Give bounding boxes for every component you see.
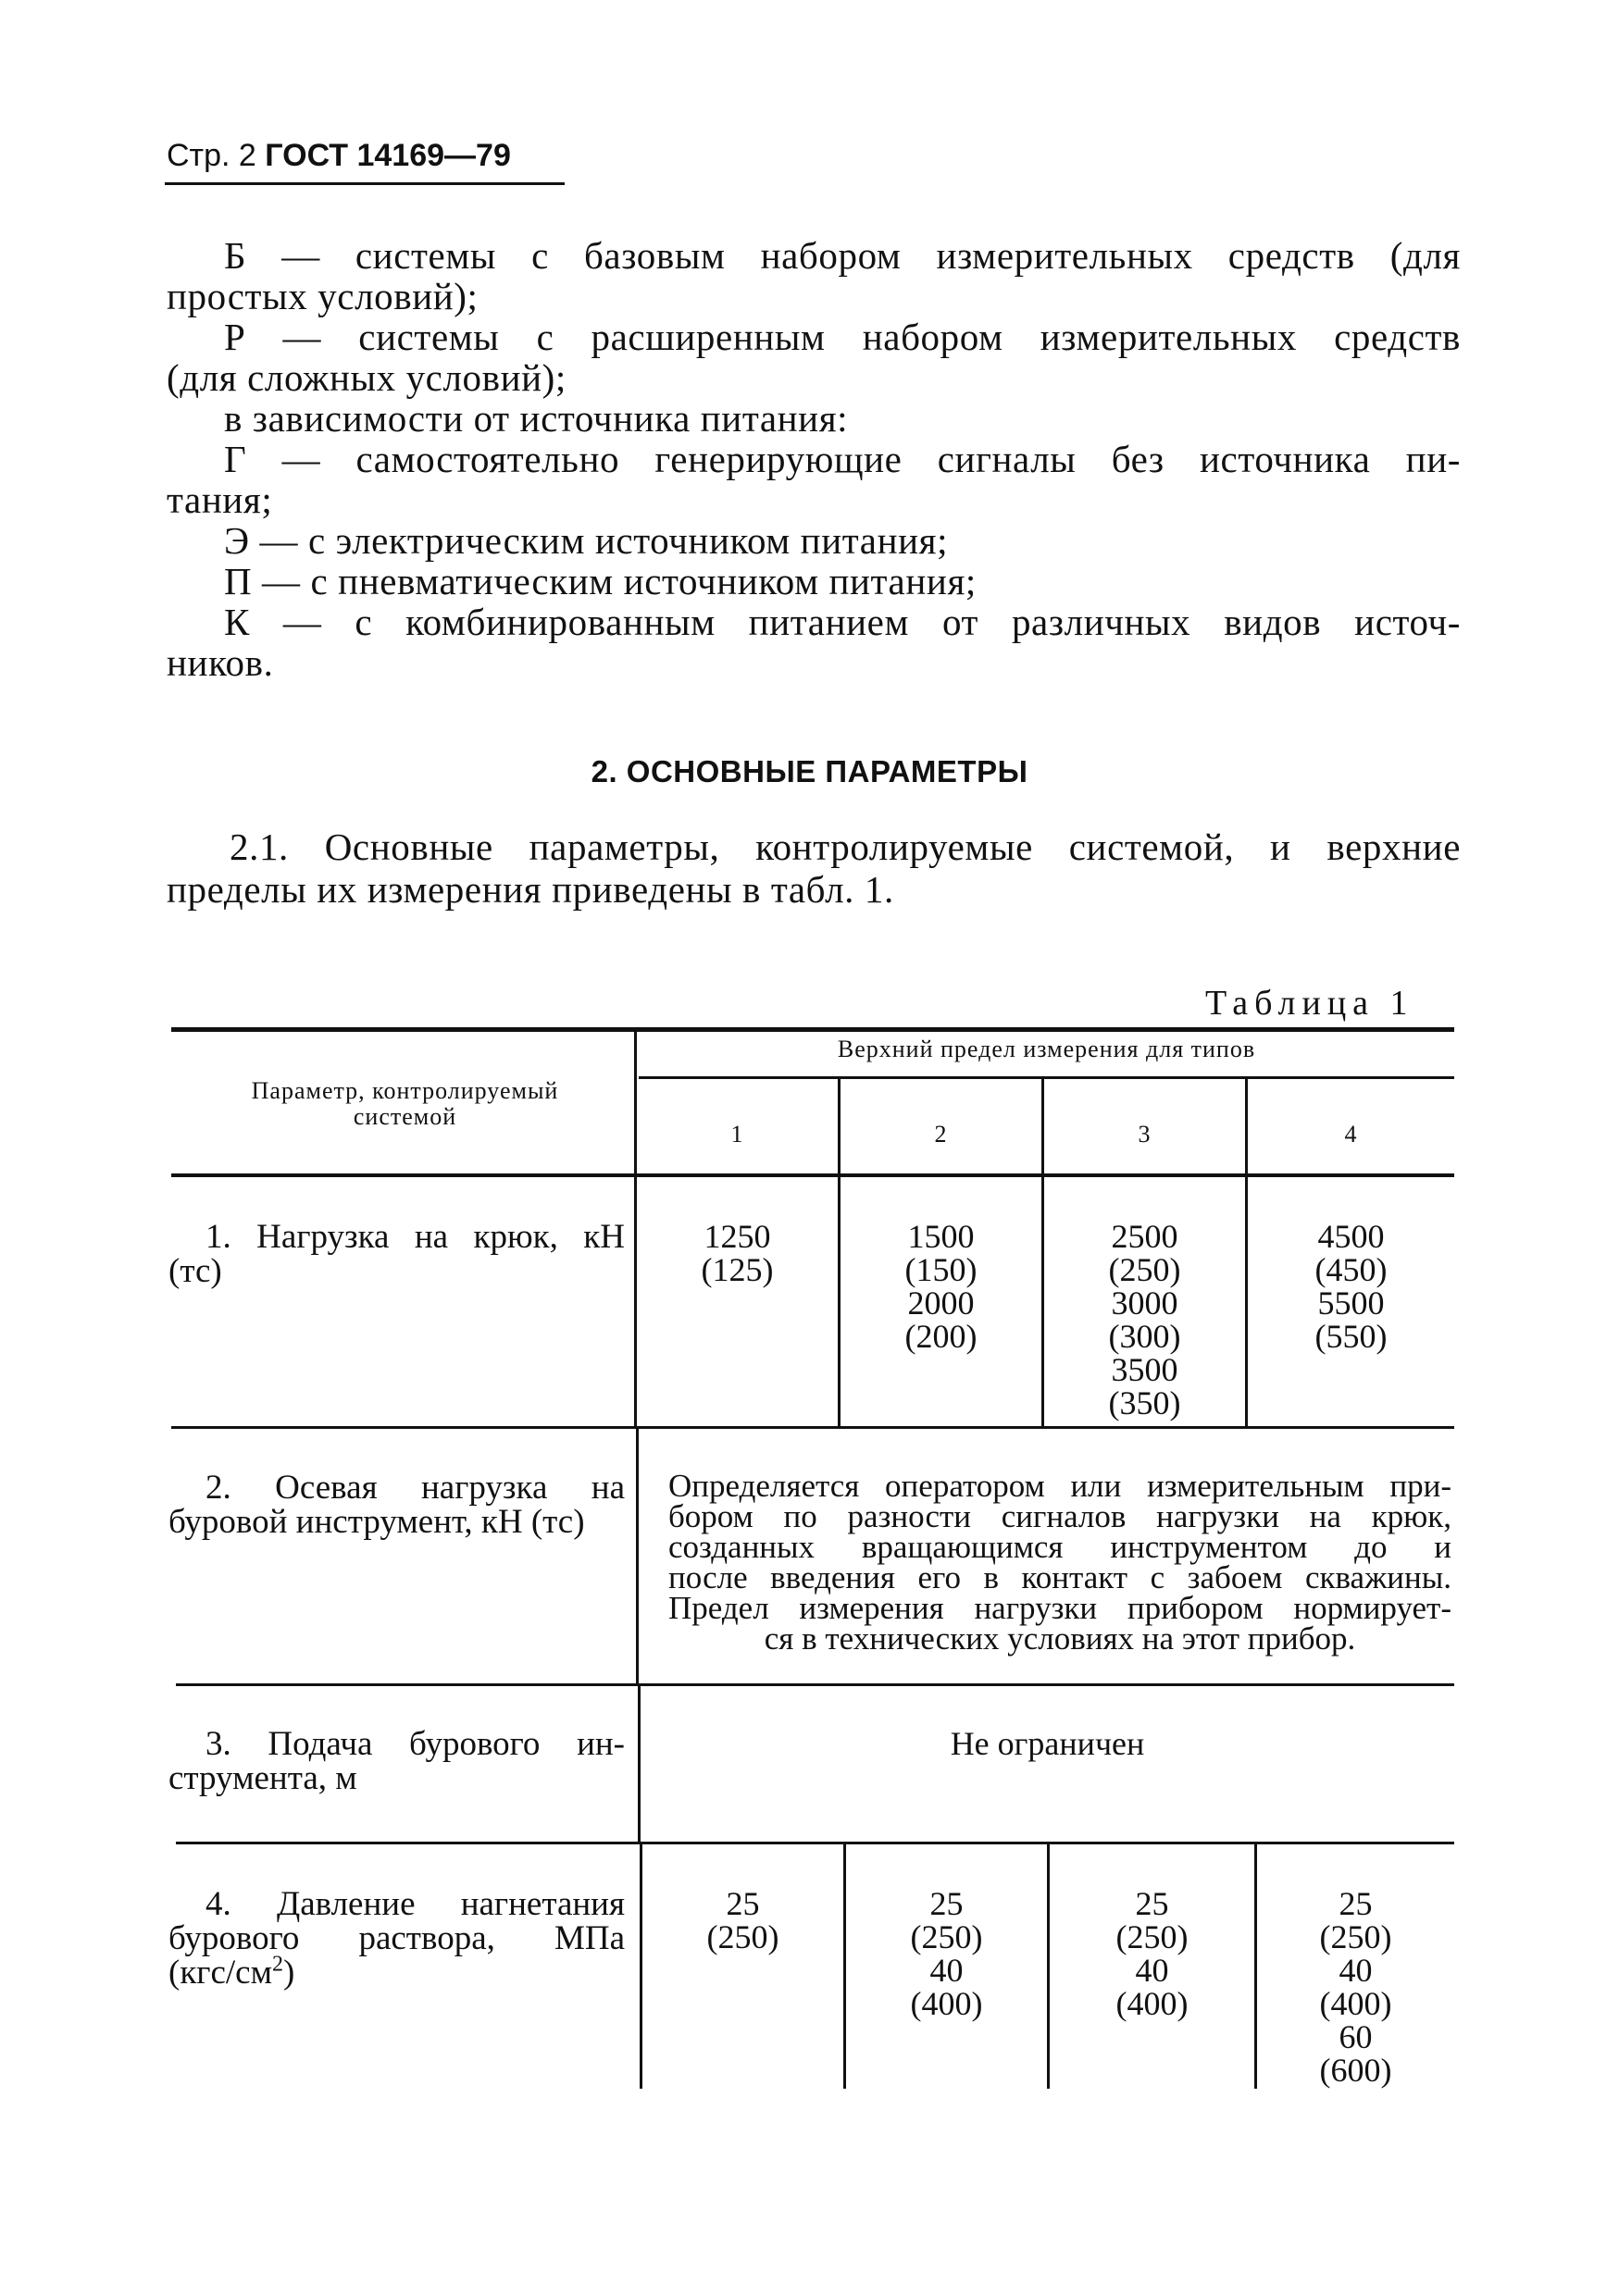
text-line: 2.1. Основные параметры, контролируемые системой, и верхние	[230, 825, 1461, 868]
value: 5500	[1317, 1285, 1385, 1322]
header-rule	[165, 182, 565, 185]
row-separator	[176, 1683, 1454, 1686]
text-line: Р — системы с расширенным набором измерительных средств	[224, 316, 1461, 358]
value: 25	[1339, 1885, 1373, 1922]
value: 3500	[1111, 1351, 1178, 1388]
value-cell	[642, 1887, 843, 1954]
value-cell	[841, 1220, 1041, 1353]
parameter-line: 2. Осевая нагрузка на	[205, 1469, 625, 1507]
value: (250)	[706, 1918, 779, 1955]
header-parameter-line: системой	[353, 1103, 457, 1130]
value-cell	[1050, 1887, 1254, 2020]
value: 40	[1339, 1952, 1373, 1989]
parameter-unit-close: )	[283, 1954, 295, 1992]
table-column-rule	[638, 1685, 641, 1842]
value: (150)	[904, 1251, 978, 1288]
value: (450)	[1314, 1251, 1388, 1288]
value: (400)	[910, 1985, 983, 2022]
value: (600)	[1319, 2052, 1392, 2089]
parameter-line	[168, 1952, 625, 1992]
value: 1500	[907, 1218, 975, 1255]
value: 2500	[1111, 1218, 1178, 1255]
value-cell	[1257, 1887, 1454, 2087]
value: (250)	[1115, 1918, 1189, 1955]
text-line: К — с комбинированным питанием от различных видов источ-	[224, 601, 1461, 643]
table-header-bottom-rule	[171, 1173, 1454, 1177]
value: 25	[1135, 1885, 1169, 1922]
value: 1250	[704, 1218, 771, 1255]
merged-description	[668, 1468, 1451, 1657]
description-line: созданных вращающимся инструментом до и	[668, 1529, 1451, 1565]
value: 2000	[907, 1285, 975, 1322]
row-parameter	[168, 1727, 625, 1795]
merged-value: Не ограничен	[950, 1725, 1145, 1762]
value: (300)	[1108, 1318, 1181, 1355]
value: (250)	[1319, 1918, 1392, 1955]
parameter-unit: (кгс/см	[168, 1954, 273, 1992]
value: 3000	[1111, 1285, 1178, 1322]
text-line: пределы их измерения приведены в табл. 1.	[167, 868, 894, 911]
value: 25	[726, 1885, 760, 1922]
parameter-line: 3. Подача бурового ин-	[205, 1725, 625, 1763]
row-separator	[171, 1426, 1454, 1429]
row-separator	[176, 1842, 1454, 1844]
text-line: простых условий);	[167, 275, 479, 317]
value: 60	[1339, 2018, 1373, 2055]
header-parameter-line: Параметр, контролируемый	[251, 1077, 559, 1104]
value: 40	[929, 1952, 964, 1989]
table-column-rule	[640, 1843, 642, 2089]
value: 25	[929, 1885, 964, 1922]
text-line: Г — самостоятельно генерирующие сигналы без источника пи-	[224, 438, 1461, 480]
text-line: ников.	[167, 641, 274, 684]
standard-number: ГОСТ 14169—79	[265, 138, 511, 173]
type-header: 1	[730, 1121, 744, 1148]
parameter-line: бурового раствора, МПа	[168, 1919, 625, 1957]
value-cell	[1044, 1220, 1245, 1420]
text-line: в зависимости от источника питания:	[224, 397, 849, 440]
section-title: 2. ОСНОВНЫЕ ПАРАМЕТРЫ	[591, 754, 1028, 788]
description-line: бором по разности сигналов нагрузки на крюк,	[668, 1498, 1451, 1534]
type-header: 3	[1138, 1121, 1152, 1148]
row-parameter	[168, 1220, 625, 1288]
row-parameter	[168, 1471, 625, 1539]
value: 4500	[1317, 1218, 1385, 1255]
description-line: Предел измерения нагрузки прибором нормирует-	[668, 1590, 1451, 1626]
value-cell	[637, 1220, 838, 1286]
value: (250)	[910, 1918, 983, 1955]
parameter-line: 4. Давление нагнетания	[205, 1885, 625, 1923]
description-line: ся в технических условиях на этот прибор.	[764, 1620, 1356, 1657]
text-line: Б — системы с базовым набором измерительных средств (для	[224, 234, 1461, 277]
parameter-line: буровой инструмент, кН (тс)	[168, 1503, 585, 1541]
type-header: 2	[934, 1121, 948, 1148]
value: (250)	[1108, 1251, 1181, 1288]
table-top-rule	[171, 1027, 1454, 1032]
description-line: после введения его в контакт с забоем скважины.	[668, 1559, 1451, 1595]
header-group: Верхний предел измерения для типов	[837, 1036, 1256, 1062]
value: (200)	[904, 1318, 978, 1355]
table-column-rule	[636, 1428, 639, 1685]
value: (350)	[1108, 1384, 1181, 1421]
text-line: (для сложных условий);	[167, 356, 567, 399]
parameter-line: (тс)	[168, 1252, 222, 1290]
header-parameter	[176, 1078, 634, 1130]
value-cell	[1248, 1220, 1454, 1353]
page-header	[167, 137, 511, 174]
table-label: Таблица 1	[1205, 984, 1414, 1023]
page-number: Стр. 2	[167, 138, 256, 173]
value: (125)	[701, 1251, 774, 1288]
value-cell	[846, 1887, 1047, 2020]
value: (400)	[1319, 1985, 1392, 2022]
parameter-line: 1. Нагрузка на крюк, кН	[205, 1218, 625, 1256]
superscript: 2	[272, 1952, 284, 1977]
value: (400)	[1115, 1985, 1189, 2022]
row-parameter	[168, 1887, 625, 1990]
table-group-rule	[639, 1076, 1454, 1079]
text-line: Э — с электрическим источником питания;	[224, 519, 949, 562]
text-line: тания;	[167, 478, 273, 521]
value: (550)	[1314, 1318, 1388, 1355]
value: 40	[1135, 1952, 1169, 1989]
text-line: П — с пневматическим источником питания;	[224, 560, 977, 602]
description-line: Определяется оператором или измерительным при-	[668, 1468, 1451, 1504]
type-header: 4	[1344, 1121, 1358, 1148]
parameter-line: струмента, м	[168, 1759, 357, 1797]
